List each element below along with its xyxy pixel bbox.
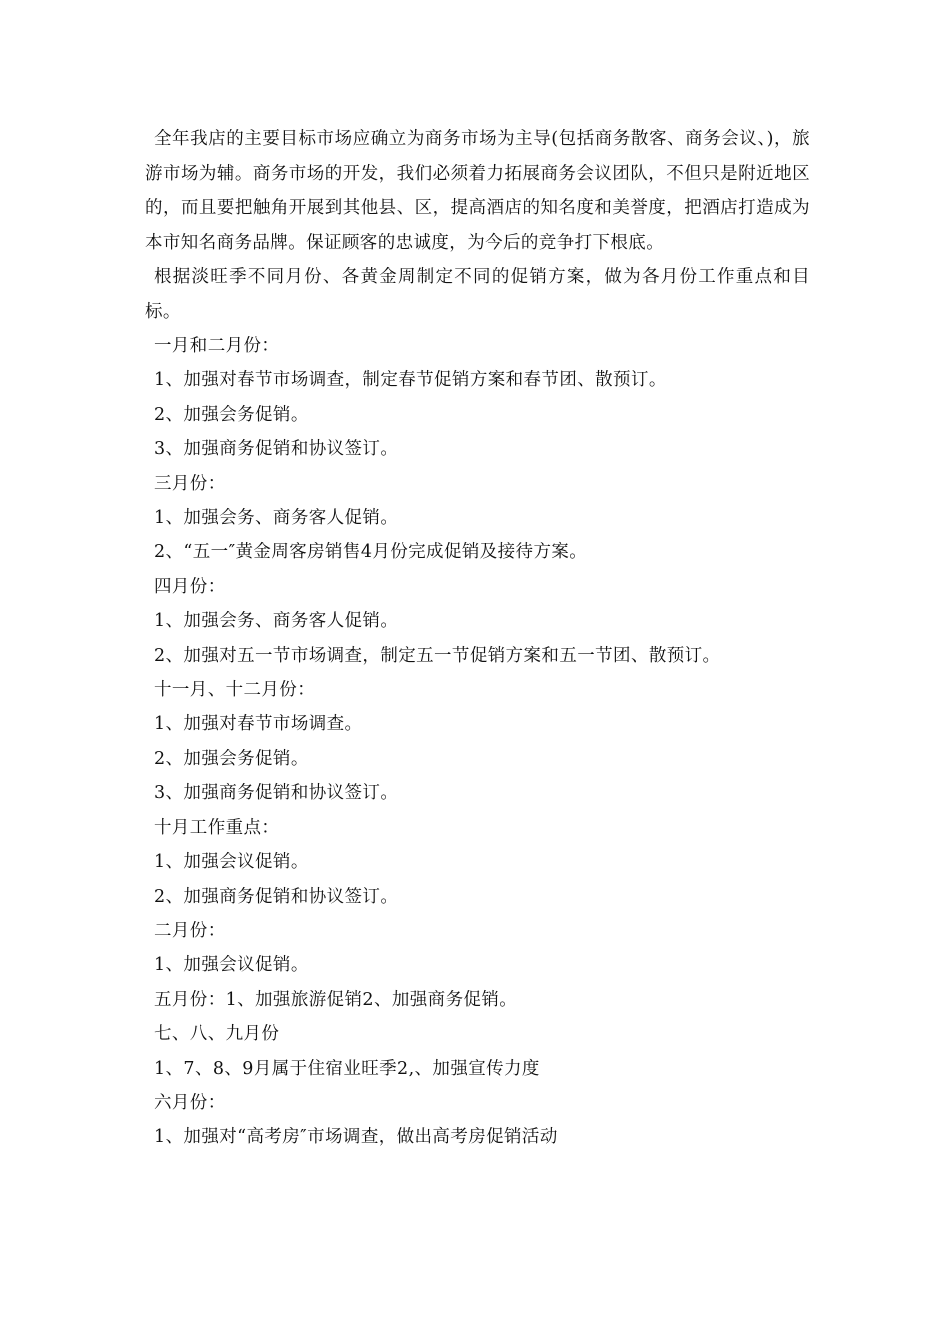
list-item: 2、加强对五一节市场调查，制定五一节促销方案和五一节团、散预订。 bbox=[154, 645, 721, 666]
list-item: 1、加强会务、商务客人促销。 bbox=[154, 508, 399, 529]
list-item: 3、加强商务促销和协议签订。 bbox=[154, 783, 399, 804]
paragraph-target-market: 全年我店的主要目标市场应确立为商务市场为主导(包括商务散客、商务会议、)，旅游市场为辅。商务市场的开发，我们必须着力拓展商务会议团队，不但只是附近地区的，而且要把触角开展到其他县、区，提高酒店的知名度和美誉度，把酒店打造成为本市知名商务品牌。保证顾客的忠诚度，为今后的竞争打下根底。 bbox=[145, 129, 810, 253]
document-body bbox=[145, 122, 810, 1155]
paragraph-promotion-plan: 根据淡旺季不同月份、各黄金周制定不同的促销方案，做为各月份工作重点和目标。 bbox=[145, 267, 810, 322]
list-item: 1、加强对“高考房″市场调查，做出高考房促销活动 bbox=[154, 1127, 558, 1148]
list-item: 1、加强会议促销。 bbox=[154, 852, 309, 873]
section-heading-jul-aug-sep: 七、八、九月份 bbox=[154, 1024, 280, 1045]
list-item: 1、7、8、9月属于住宿业旺季2,、加强宣传力度 bbox=[154, 1058, 540, 1079]
section-heading-jan-feb: 一月和二月份： bbox=[154, 336, 280, 356]
section-heading-nov-dec: 十一月、十二月份： bbox=[154, 680, 316, 701]
section-heading-april: 四月份： bbox=[154, 576, 226, 597]
list-item: 2、“五一″黄金周客房销售4月份完成促销及接待方案。 bbox=[154, 542, 588, 563]
section-heading-june: 六月份： bbox=[154, 1092, 226, 1113]
section-heading-may: 五月份：1、加强旅游促销2、加强商务促销。 bbox=[154, 989, 518, 1010]
section-heading-october: 十月工作重点： bbox=[154, 817, 280, 838]
list-item: 3、加强商务促销和协议签订。 bbox=[154, 439, 399, 460]
section-heading-february: 二月份： bbox=[154, 920, 226, 941]
list-item: 2、加强会务促销。 bbox=[154, 404, 309, 425]
section-heading-march: 三月份： bbox=[154, 473, 226, 494]
list-item: 2、加强商务促销和协议签订。 bbox=[154, 886, 399, 907]
list-item: 1、加强会议促销。 bbox=[154, 955, 309, 976]
list-item: 1、加强对春节市场调查，制定春节促销方案和春节团、散预订。 bbox=[154, 370, 667, 391]
list-item: 1、加强会务、商务客人促销。 bbox=[154, 611, 399, 632]
list-item: 1、加强对春节市场调查。 bbox=[154, 714, 363, 735]
list-item: 2、加强会务促销。 bbox=[154, 748, 309, 769]
